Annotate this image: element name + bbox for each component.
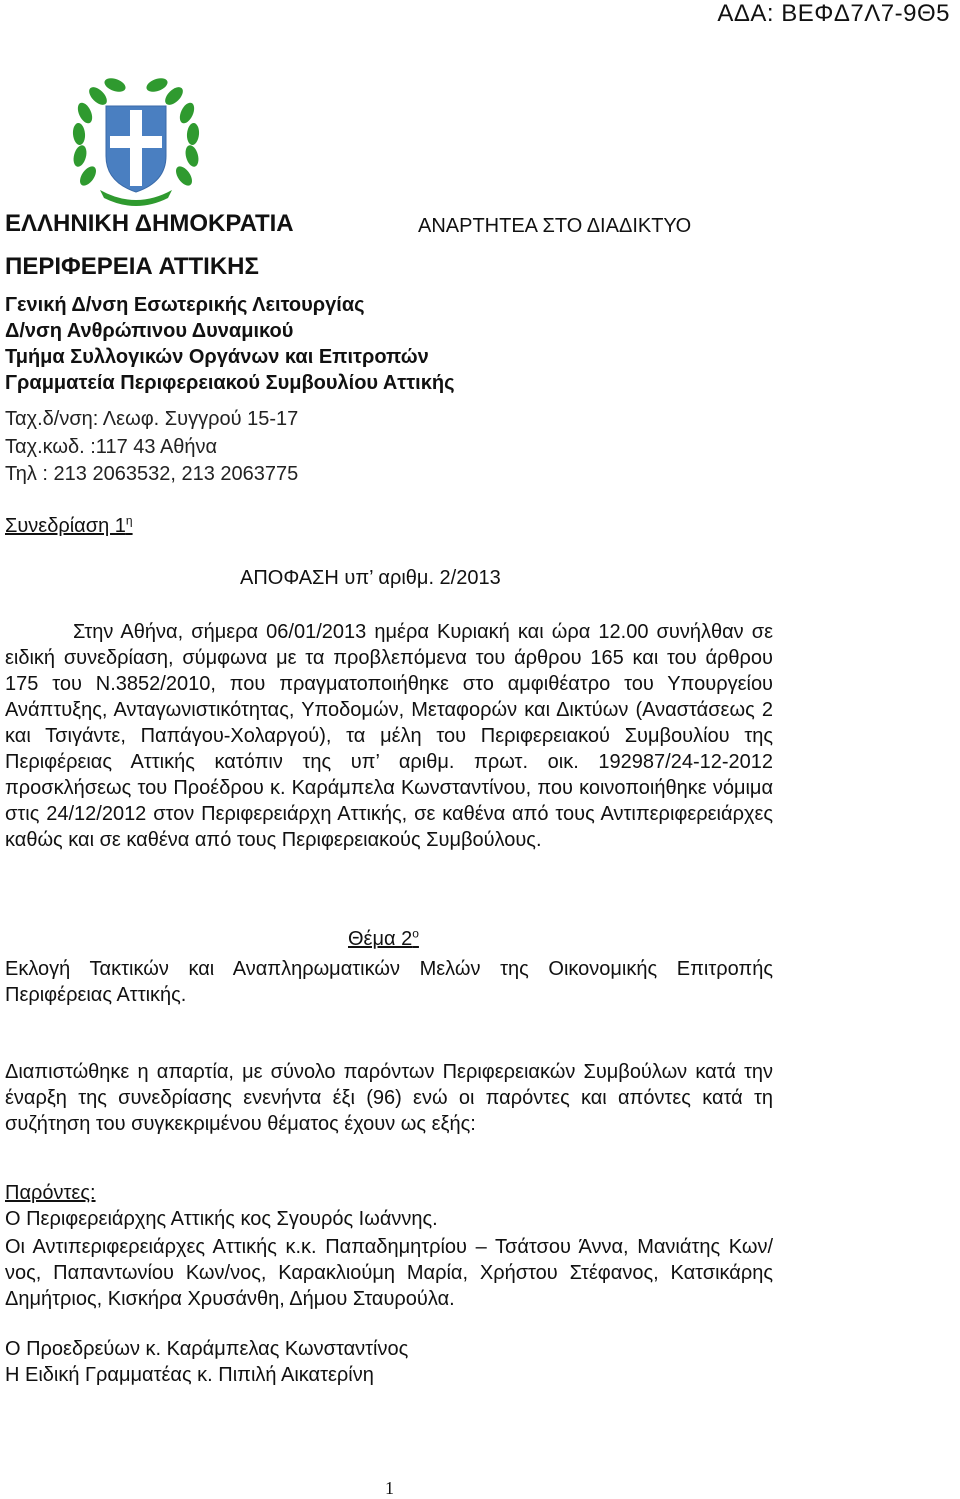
phone-numbers: Τηλ : 213 2063532, 213 2063775 bbox=[5, 463, 299, 485]
secretariat: Γραμματεία Περιφερειακού Συμβουλίου Αττικής bbox=[5, 372, 455, 394]
governor-line: Ο Περιφερειάρχης Αττικής κος Σγουρός Ιωάννης. bbox=[5, 1208, 438, 1230]
directorate-general: Γενική Δ/νση Εσωτερικής Λειτουργίας bbox=[5, 294, 365, 316]
quorum-paragraph: Διαπιστώθηκε η απαρτία, με σύνολο παρόντων Περιφερειακών Συμβούλων κατά την έναρξη της συνεδρίασης ενενήντα έξι (96) ενώ οι παρόντες και απόντες κατά τη συζήτηση του συγκεκριμένου θέματος έχουν ως εξής: bbox=[5, 1061, 773, 1135]
directorate: Δ/νση Ανθρώπινου Δυναμικού bbox=[5, 320, 294, 342]
post-online-note: ΑΝΑΡΤΗΤΕΑ ΣΤΟ ΔΙΑΔΙΚΤΥΟ bbox=[418, 215, 692, 237]
deputies-paragraph: Οι Αντιπεριφερειάρχες Αττικής κ.κ. Παπαδημητρίου – Τσάτσου Άννα, Μανιάτης Κων/νος, Παπαντωνίου Κων/νος, Καρακλιούμη Μαρία, Χρήστου Στέφανος, Κατσικάρης Δημήτριος, Κισκήρα Χρυσάνθη, Δήμου Σταυρούλα. bbox=[5, 1236, 773, 1310]
ada-code: ΑΔΑ: ΒΕΦΔ7Λ7-9Θ5 bbox=[717, 0, 950, 27]
postal-code: Ταχ.κωδ. :117 43 Αθήνα bbox=[5, 436, 218, 458]
session-label: Συνεδρίαση $1^\eta$ bbox=[5, 513, 133, 537]
subject-text: Εκλογή Τακτικών και Αναπληρωματικών Μελών της Οικονομικής Επιτροπής Περιφέρειας Αττικής. bbox=[5, 958, 773, 1006]
street-address: Ταχ.δ/νση: Λεωφ. Συγγρού 15-17 bbox=[5, 408, 299, 430]
department: Τμήμα Συλλογικών Οργάνων και Επιτροπών bbox=[5, 346, 429, 368]
decision-title: ΑΠΟΦΑΣΗ υπ’ αριθμ. 2/2013 bbox=[240, 567, 501, 589]
republic-heading: ΕΛΛΗΝΙΚΗ ΔΗΜΟΚΡΑΤΙΑ bbox=[5, 210, 294, 237]
region-heading: ΠΕΡΙΦΕΡΕΙΑ ΑΤΤΙΚΗΣ bbox=[5, 253, 259, 280]
intro-paragraph: Στην Αθήνα, σήμερα 06/01/2013 ημέρα Κυριακή και ώρα 12.00 συνήλθαν σε ειδική συνεδρίαση, σύμφωνα με τα προβλεπόμενα του άρθρου 165 και του άρθρου 175 του Ν.3852/2010, που πραγματοποιήθηκε στο αμφιθέατρο του Υπουργείου Ανάπτυξης, Ανταγωνιστικότητας, Υποδομών, Μεταφορών και Δικτύων (Αναστάσεως 2 και Τσιγάντε, Παπάγου-Χολαργού), τα μέλη του Περιφερειακού Συμβουλίου της Περιφέρειας Αττικής κατόπιν της υπ’ αριθμ. πρωτ. οικ. 192987/24-12-2012 προσκλήσεως του Προέδρου κ. Καράμπελα Κωνσταντίνου, που κοινοποιήθηκε νόμιμα στις 24/12/2012 στον Περιφερειάρχη Αττικής, σε καθένα από τους Αντιπεριφερειάρχες καθώς και σε καθένα από τους Περιφερειακούς Συμβούλους. bbox=[5, 621, 773, 851]
president-line: Ο Προεδρεύων κ. Καράμπελας Κωνσταντίνος bbox=[5, 1338, 409, 1360]
present-label: Παρόντες: bbox=[5, 1182, 96, 1204]
page-number: 1 bbox=[385, 1478, 394, 1498]
subject-label: Θέμα $2^o$ bbox=[348, 926, 419, 950]
greek-state-emblem-icon bbox=[70, 78, 202, 208]
secretary-line: Η Ειδική Γραμματέας κ. Πιπιλή Αικατερίνη bbox=[5, 1364, 374, 1386]
